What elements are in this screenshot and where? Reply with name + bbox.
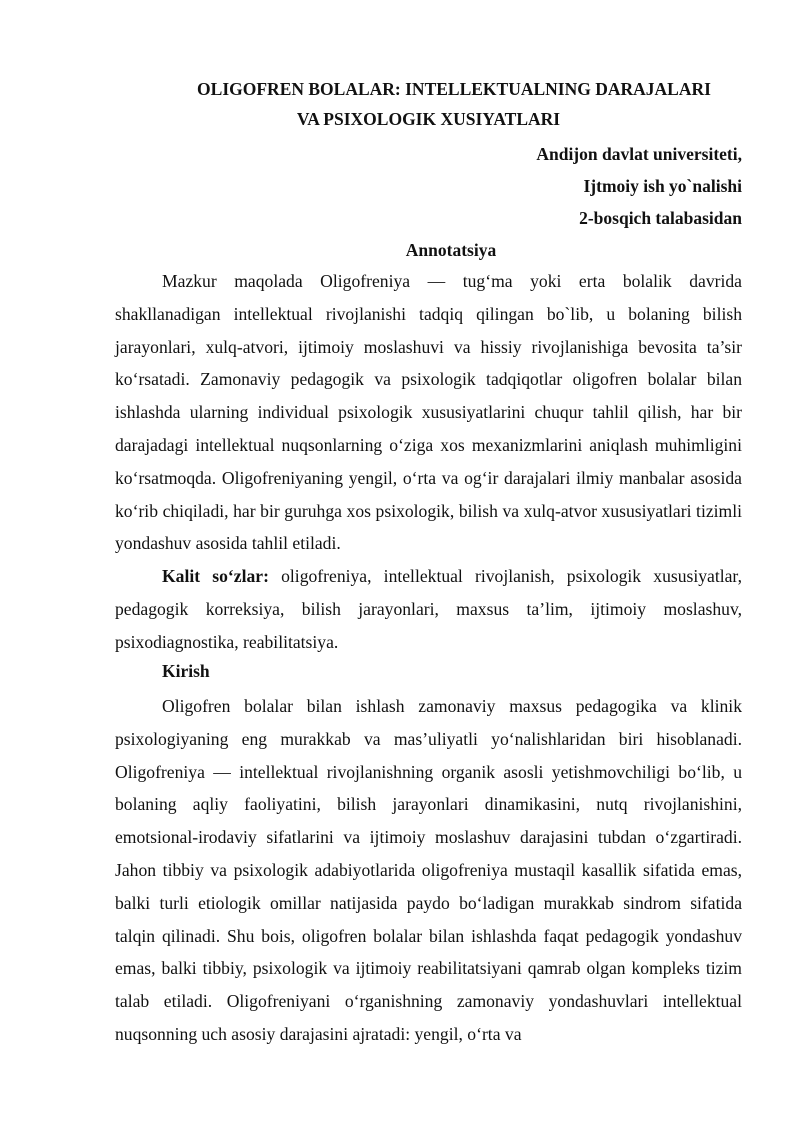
introduction-paragraph: Oligofren bolalar bilan ishlash zamonaviy maxsus pedagogika va klinik psixologiyaning eng murakkab va mas’uliyatli yo‘nalishlaridan biri hisoblanadi. Oligofreniya — intellektual rivojlanishning organik asosli yetishmovchiligi bo‘lib, u bolaning aqliy faoliyatini, bilish jarayonlari dinamikasini, nutq rivojlanishini, emotsional-irodaviy sifatlarini va ijtimoiy moslashuv darajasini tubdan o‘zgartiradi. Jahon tibbiy va psixologik adabiyotlarida oligofreniya mustaqil kasallik sifatida emas, balki turli etiologik omillar natijasida paydo bo‘ladigan murakkab sindrom sifatida talqin qilinadi. Shu bois, oligofren bolalar bilan ishlashda faqat pedagogik yondashuv emas, balki tibbiy, psixologik va ijtimoiy reabilitatsiyani qamrab olgan kompleks tizim talab etiladi. Oligofreniyani o‘rganishning zamonaviy yondashuvlari intellektual nuqsonning uch asosiy darajasini ajratadi: yengil, o‘rta va bbox=[115, 696, 742, 1044]
keywords-text: oligofreniya, intellektual rivojlanish, psixologik xususiyatlar, pedagogik korreksiya, bilish jarayonlari, maxsus ta’lim, ijtimoiy moslashuv, psixodiagnostika, reabilitatsiya. bbox=[115, 566, 742, 652]
annotation-heading: Annotatsiya bbox=[405, 240, 497, 260]
keywords-label: Kalit so‘zlar: bbox=[162, 566, 269, 586]
article-title-line-2: VA PSIXOLOGIK XUSIYATLARI bbox=[296, 109, 561, 129]
annotation-paragraph: Mazkur maqolada Oligofreniya — tug‘ma yoki erta bolalik davrida shakllanadigan intellektual rivojlanishi tadqiq qilingan bo`lib, u bolaning bilish jarayonlari, xulq-atvori, ijtimoiy moslashuvi va hissiy rivojlanishiga bevosita ta’sir ko‘rsatadi. Zamonaviy pedagogik va psixologik tadqiqotlar oligofren bolalar bilan ishlashda ularning individual psixologik xususiyatlarini chuqur tahlil qilish, har bir darajadagi intellektual nuqsonlarning o‘ziga xos mexanizmlarini aniqlash muhimligini ko‘rsatmoqda. Oligofreniyaning yengil, o‘rta va og‘ir darajalari ilmiy manbalar asosida ko‘rib chiqiladi, har bir guruhga xos psixologik, bilish va xulq-atvor xususiyatlari tizimli yondashuv asosida tahlil etiladi. bbox=[115, 271, 742, 554]
affiliation-department: Ijtmoiy ish yo`nalishi bbox=[583, 176, 742, 196]
keywords-paragraph bbox=[115, 560, 742, 658]
affiliation-student: 2-bosqich talabasidan bbox=[579, 208, 742, 228]
article-title-line-1: OLIGOFREN BOLALAR: INTELLEKTUALNING DARAJALARI bbox=[197, 79, 711, 99]
affiliation-university: Andijon davlat universiteti, bbox=[536, 144, 742, 164]
introduction-heading: Kirish bbox=[162, 661, 210, 681]
